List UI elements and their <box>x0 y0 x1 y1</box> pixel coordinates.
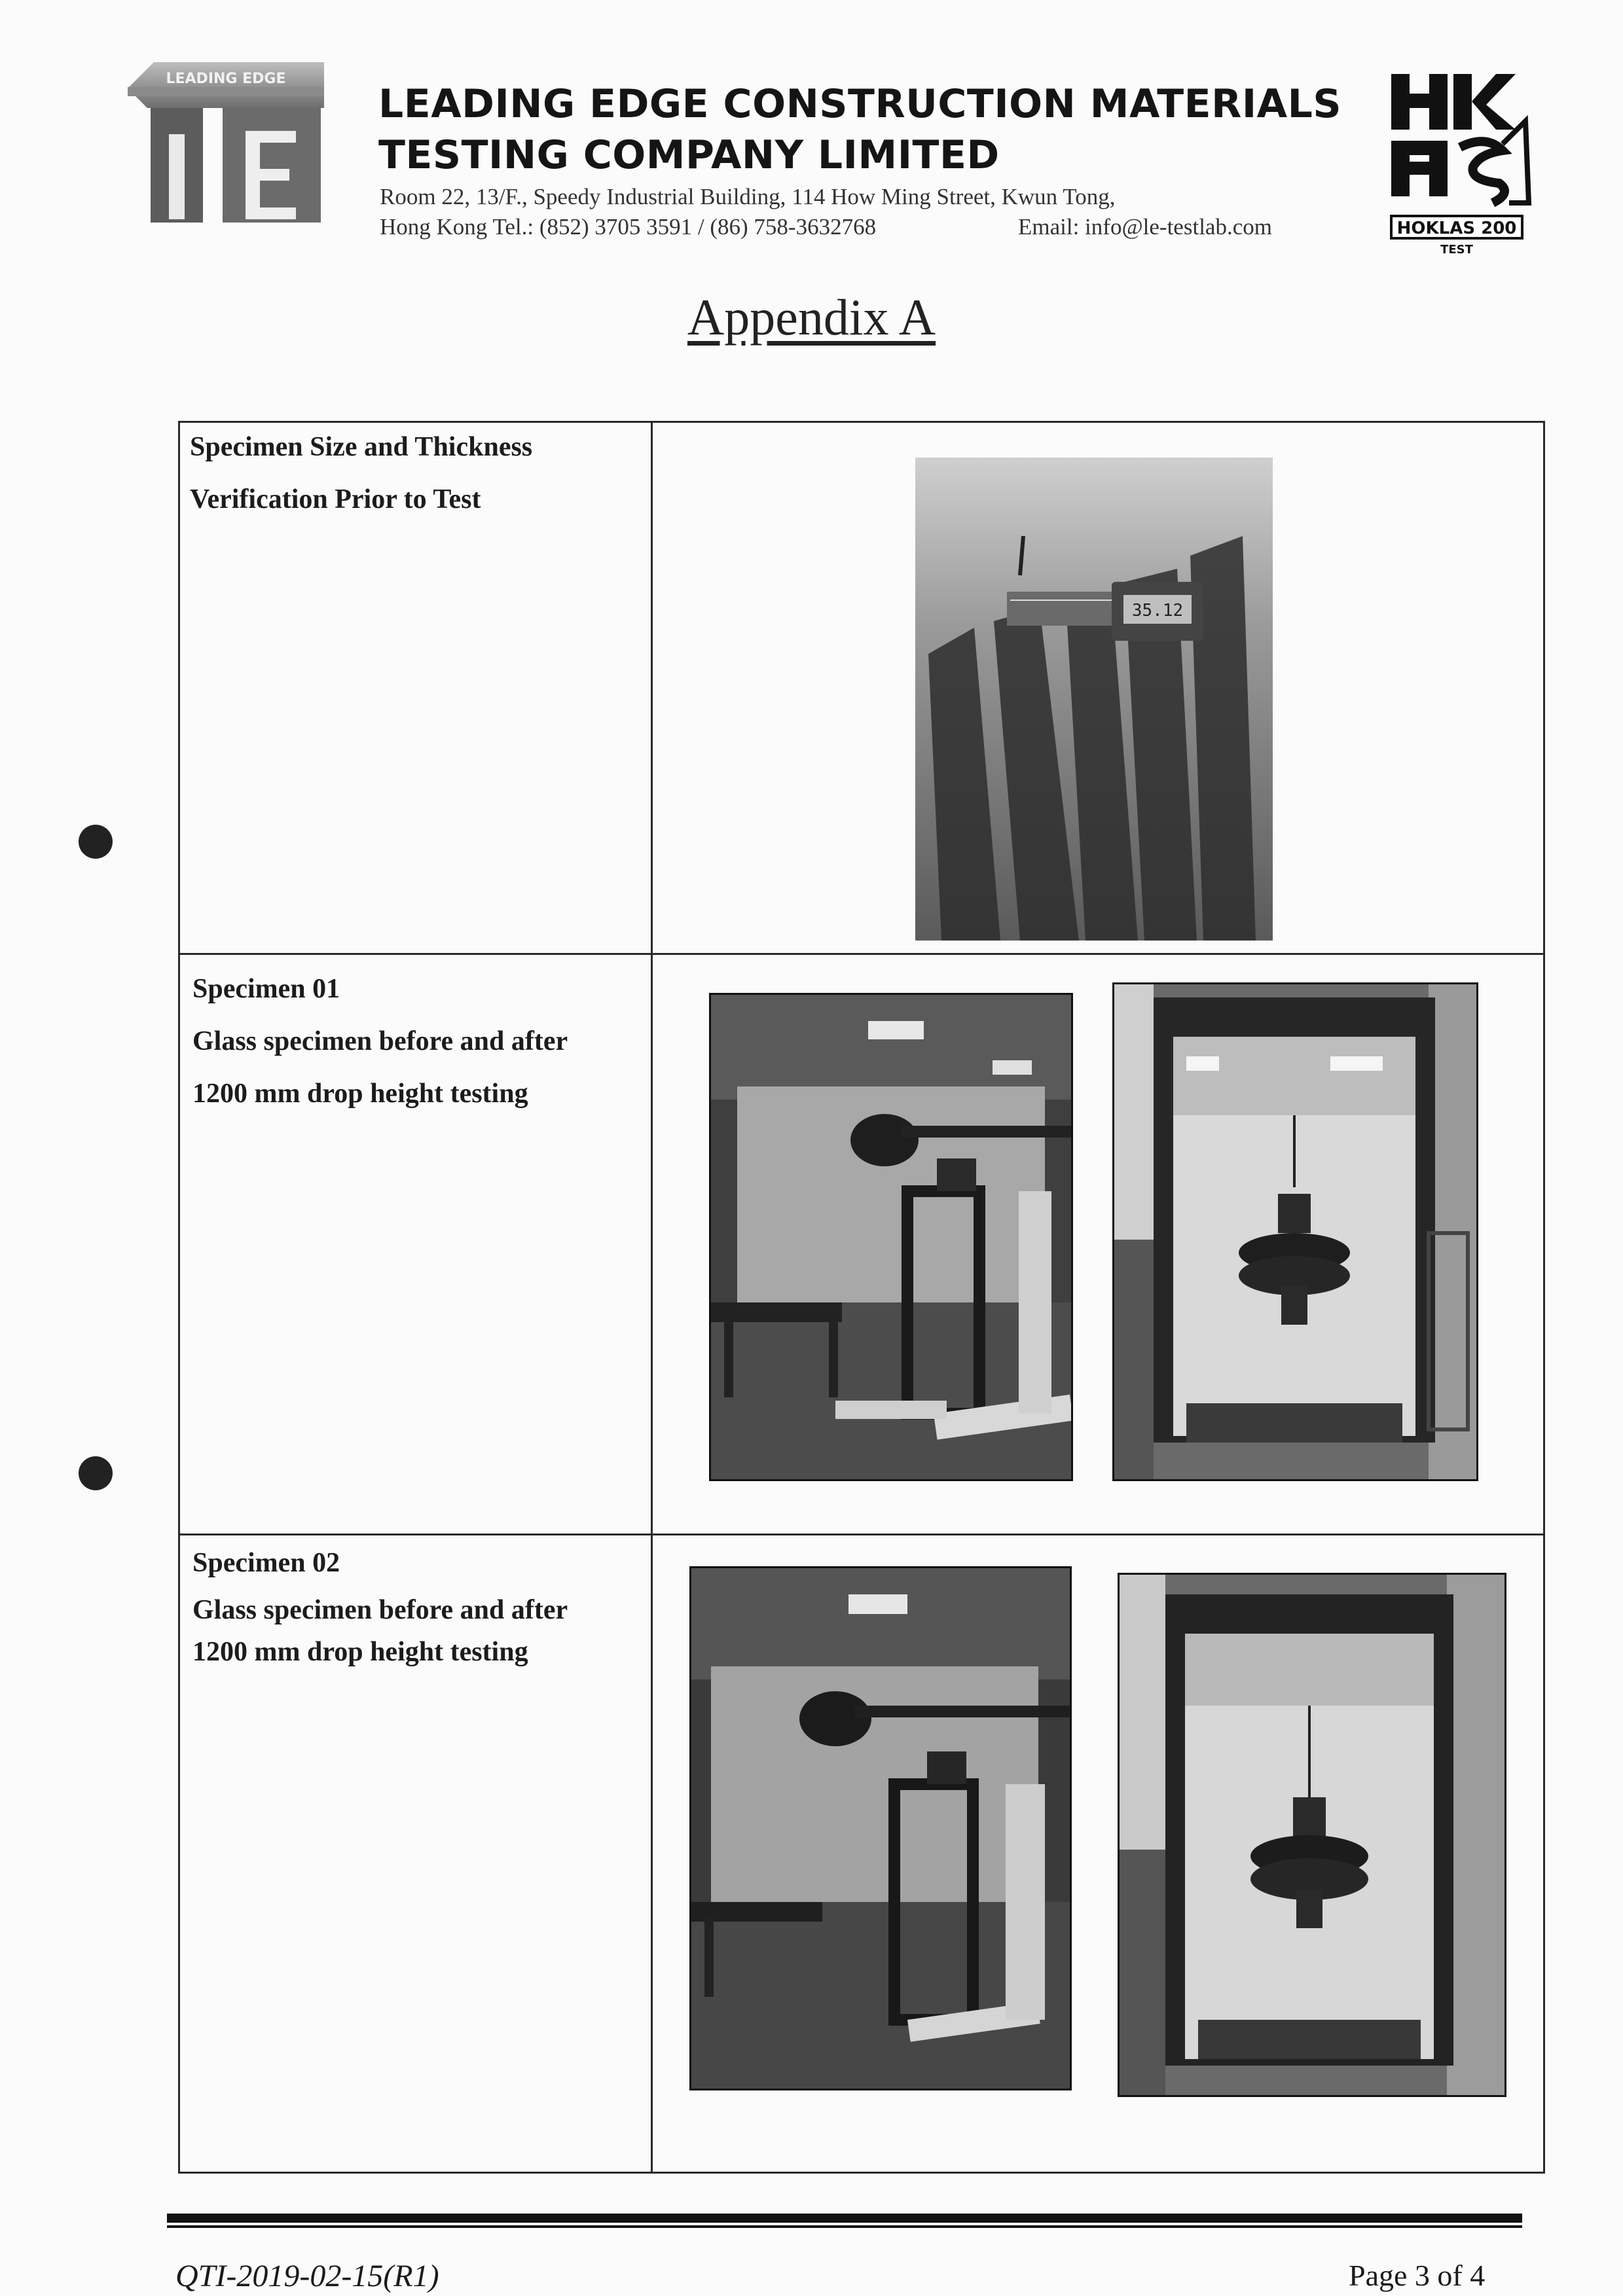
company-address <box>380 182 1272 242</box>
hkas-accreditation-logo <box>1388 69 1545 259</box>
company-name <box>378 79 1341 181</box>
email-address: Email: info@le-testlab.com <box>1018 214 1272 240</box>
footer-rule-thin <box>167 2225 1522 2228</box>
specimen-02-after-photo <box>1118 1573 1506 2097</box>
row-label-specimen-01 <box>192 963 568 1120</box>
specimen-01-before-photo <box>709 993 1073 1481</box>
row2-line2: Glass specimen before and after <box>192 1026 568 1056</box>
row-label-specimen-02 <box>192 1542 568 1673</box>
row3-line3: 1200 mm drop height testing <box>192 1637 528 1667</box>
appendix-table <box>178 421 1545 2174</box>
document-code: QTI-2019-02-15(R1) <box>175 2259 439 2293</box>
specimen-02-before-photo <box>689 1566 1072 2090</box>
logo-lettering: LEADING EDGE <box>166 71 286 87</box>
address-line1: Room 22, 13/F., Speedy Industrial Building, 114 How Ming Street, Kwun Tong, <box>380 184 1116 209</box>
row3-line2: Glass specimen before and after <box>192 1595 568 1625</box>
page-title: Appendix A <box>687 289 936 346</box>
page-number: Page 3 of 4 <box>1349 2259 1486 2292</box>
company-name-line1: LEADING EDGE CONSTRUCTION MATERIALS <box>378 81 1342 127</box>
footer-rule-thick <box>167 2214 1522 2223</box>
punch-hole-top <box>79 825 113 859</box>
row2-line1: Specimen 01 <box>192 974 340 1004</box>
address-line2: Hong Kong Tel.: (852) 3705 3591 / (86) 758-3632768 <box>380 214 877 240</box>
row-label-size-verification <box>190 421 532 526</box>
row2-line3: 1200 mm drop height testing <box>192 1079 528 1109</box>
accreditation-caption: TEST <box>1440 243 1473 257</box>
caliper-thickness-photo <box>915 457 1273 941</box>
specimen-01-after-photo <box>1112 982 1478 1481</box>
punch-hole-bottom <box>79 1456 113 1490</box>
accreditation-number: HOKLAS 200 <box>1396 219 1517 238</box>
caliper-display: 35.12 <box>1131 601 1184 620</box>
row3-line1: Specimen 02 <box>192 1548 340 1578</box>
company-name-line2: TESTING COMPANY LIMITED <box>378 132 1000 178</box>
row1-line2: Verification Prior to Test <box>190 484 481 514</box>
company-logo <box>128 62 324 223</box>
row1-line1: Specimen Size and Thickness <box>190 432 533 462</box>
